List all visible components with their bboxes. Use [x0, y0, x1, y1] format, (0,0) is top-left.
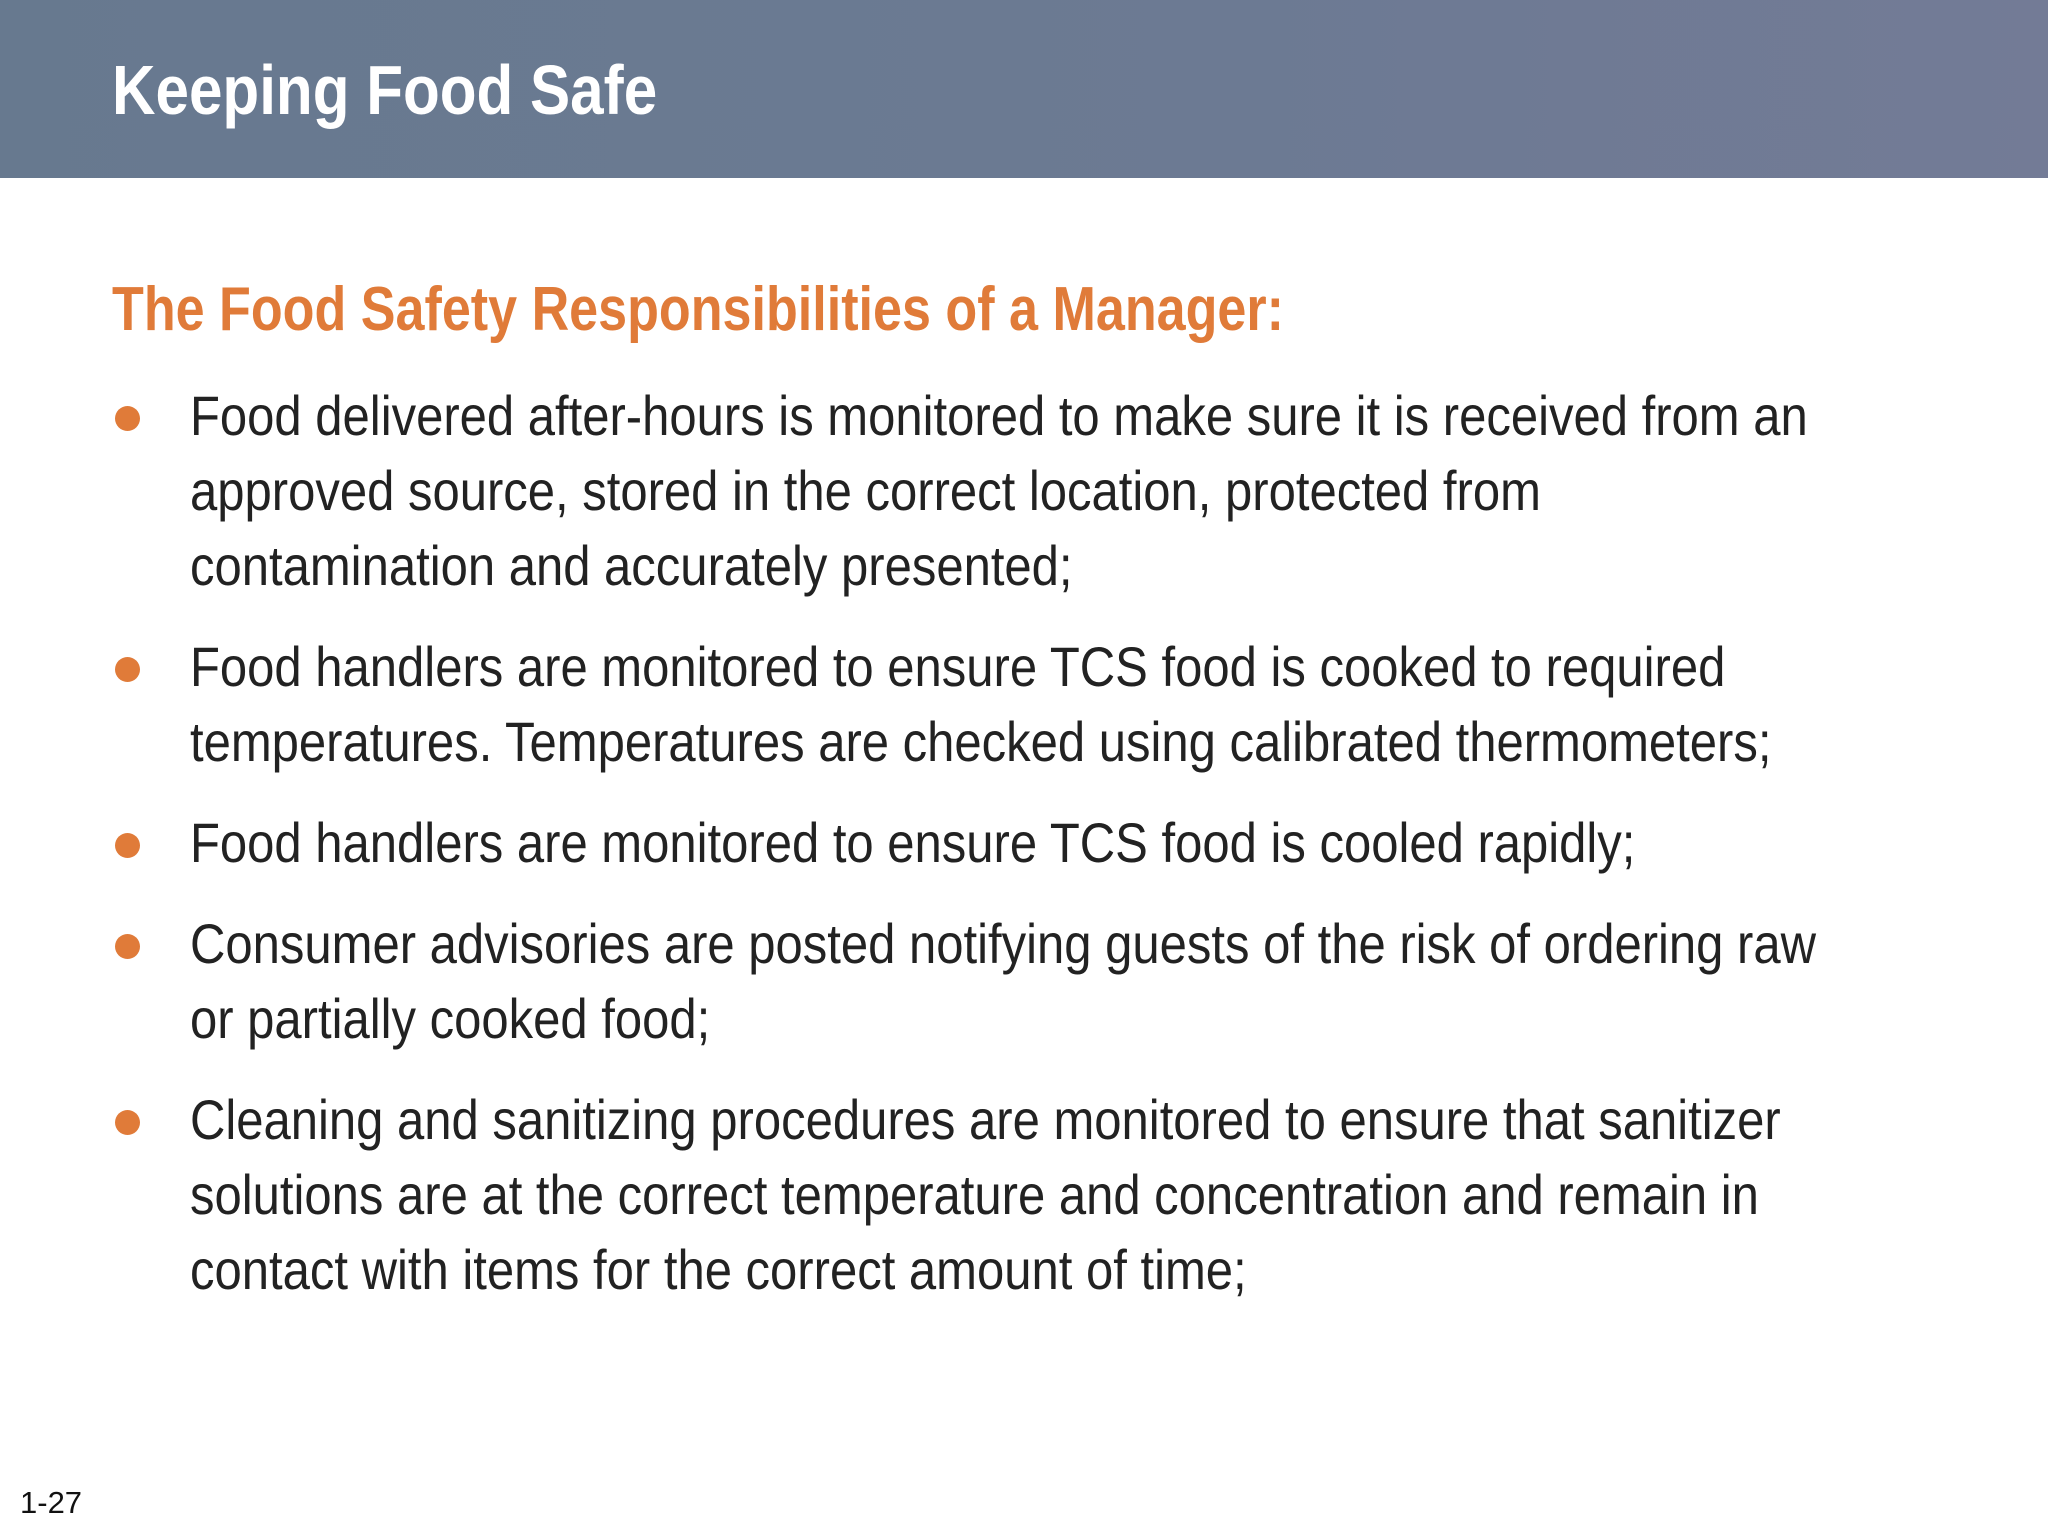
header-bar: [0, 0, 2048, 178]
list-item-line: Food delivered after-hours is monitored to make sure it is received from an: [190, 384, 1808, 447]
list-item-line: contamination and accurately presented;: [190, 534, 1073, 597]
section-subtitle: The Food Safety Responsibilities of a Manager:: [112, 275, 1284, 344]
slide-title: Keeping Food Safe: [112, 51, 658, 129]
bullet-dot-icon: [115, 934, 140, 959]
page-number: 1-27: [20, 1485, 83, 1520]
list-item: [112, 629, 2012, 779]
list-item-text: [190, 906, 1949, 1056]
list-item-line: temperatures. Temperatures are checked using calibrated thermometers;: [190, 710, 1772, 773]
list-item: [112, 805, 2012, 880]
list-item-text: [190, 805, 1949, 880]
list-item-line: Cleaning and sanitizing procedures are monitored to ensure that sanitizer: [190, 1088, 1781, 1151]
bullet-dot-icon: [115, 406, 140, 431]
list-item: [112, 378, 2012, 603]
list-item-line: approved source, stored in the correct location, protected from: [190, 459, 1541, 522]
responsibilities-list: [112, 378, 2012, 1333]
list-item-line: solutions are at the correct temperature and concentration and remain in: [190, 1163, 1759, 1226]
list-item-line: Consumer advisories are posted notifying guests of the risk of ordering raw: [190, 912, 1816, 975]
list-item: [112, 1082, 2012, 1307]
list-item-line: or partially cooked food;: [190, 987, 711, 1050]
list-item: [112, 906, 2012, 1056]
bullet-dot-icon: [115, 657, 140, 682]
list-item-text: [190, 629, 1949, 779]
list-item-text: [190, 378, 1949, 603]
bullet-dot-icon: [115, 1110, 140, 1135]
list-item-text: [190, 1082, 1949, 1307]
list-item-line: Food handlers are monitored to ensure TCS food is cooked to required: [190, 635, 1726, 698]
list-item-line: Food handlers are monitored to ensure TCS food is cooled rapidly;: [190, 811, 1636, 874]
list-item-line: contact with items for the correct amount of time;: [190, 1238, 1247, 1301]
bullet-dot-icon: [115, 833, 140, 858]
